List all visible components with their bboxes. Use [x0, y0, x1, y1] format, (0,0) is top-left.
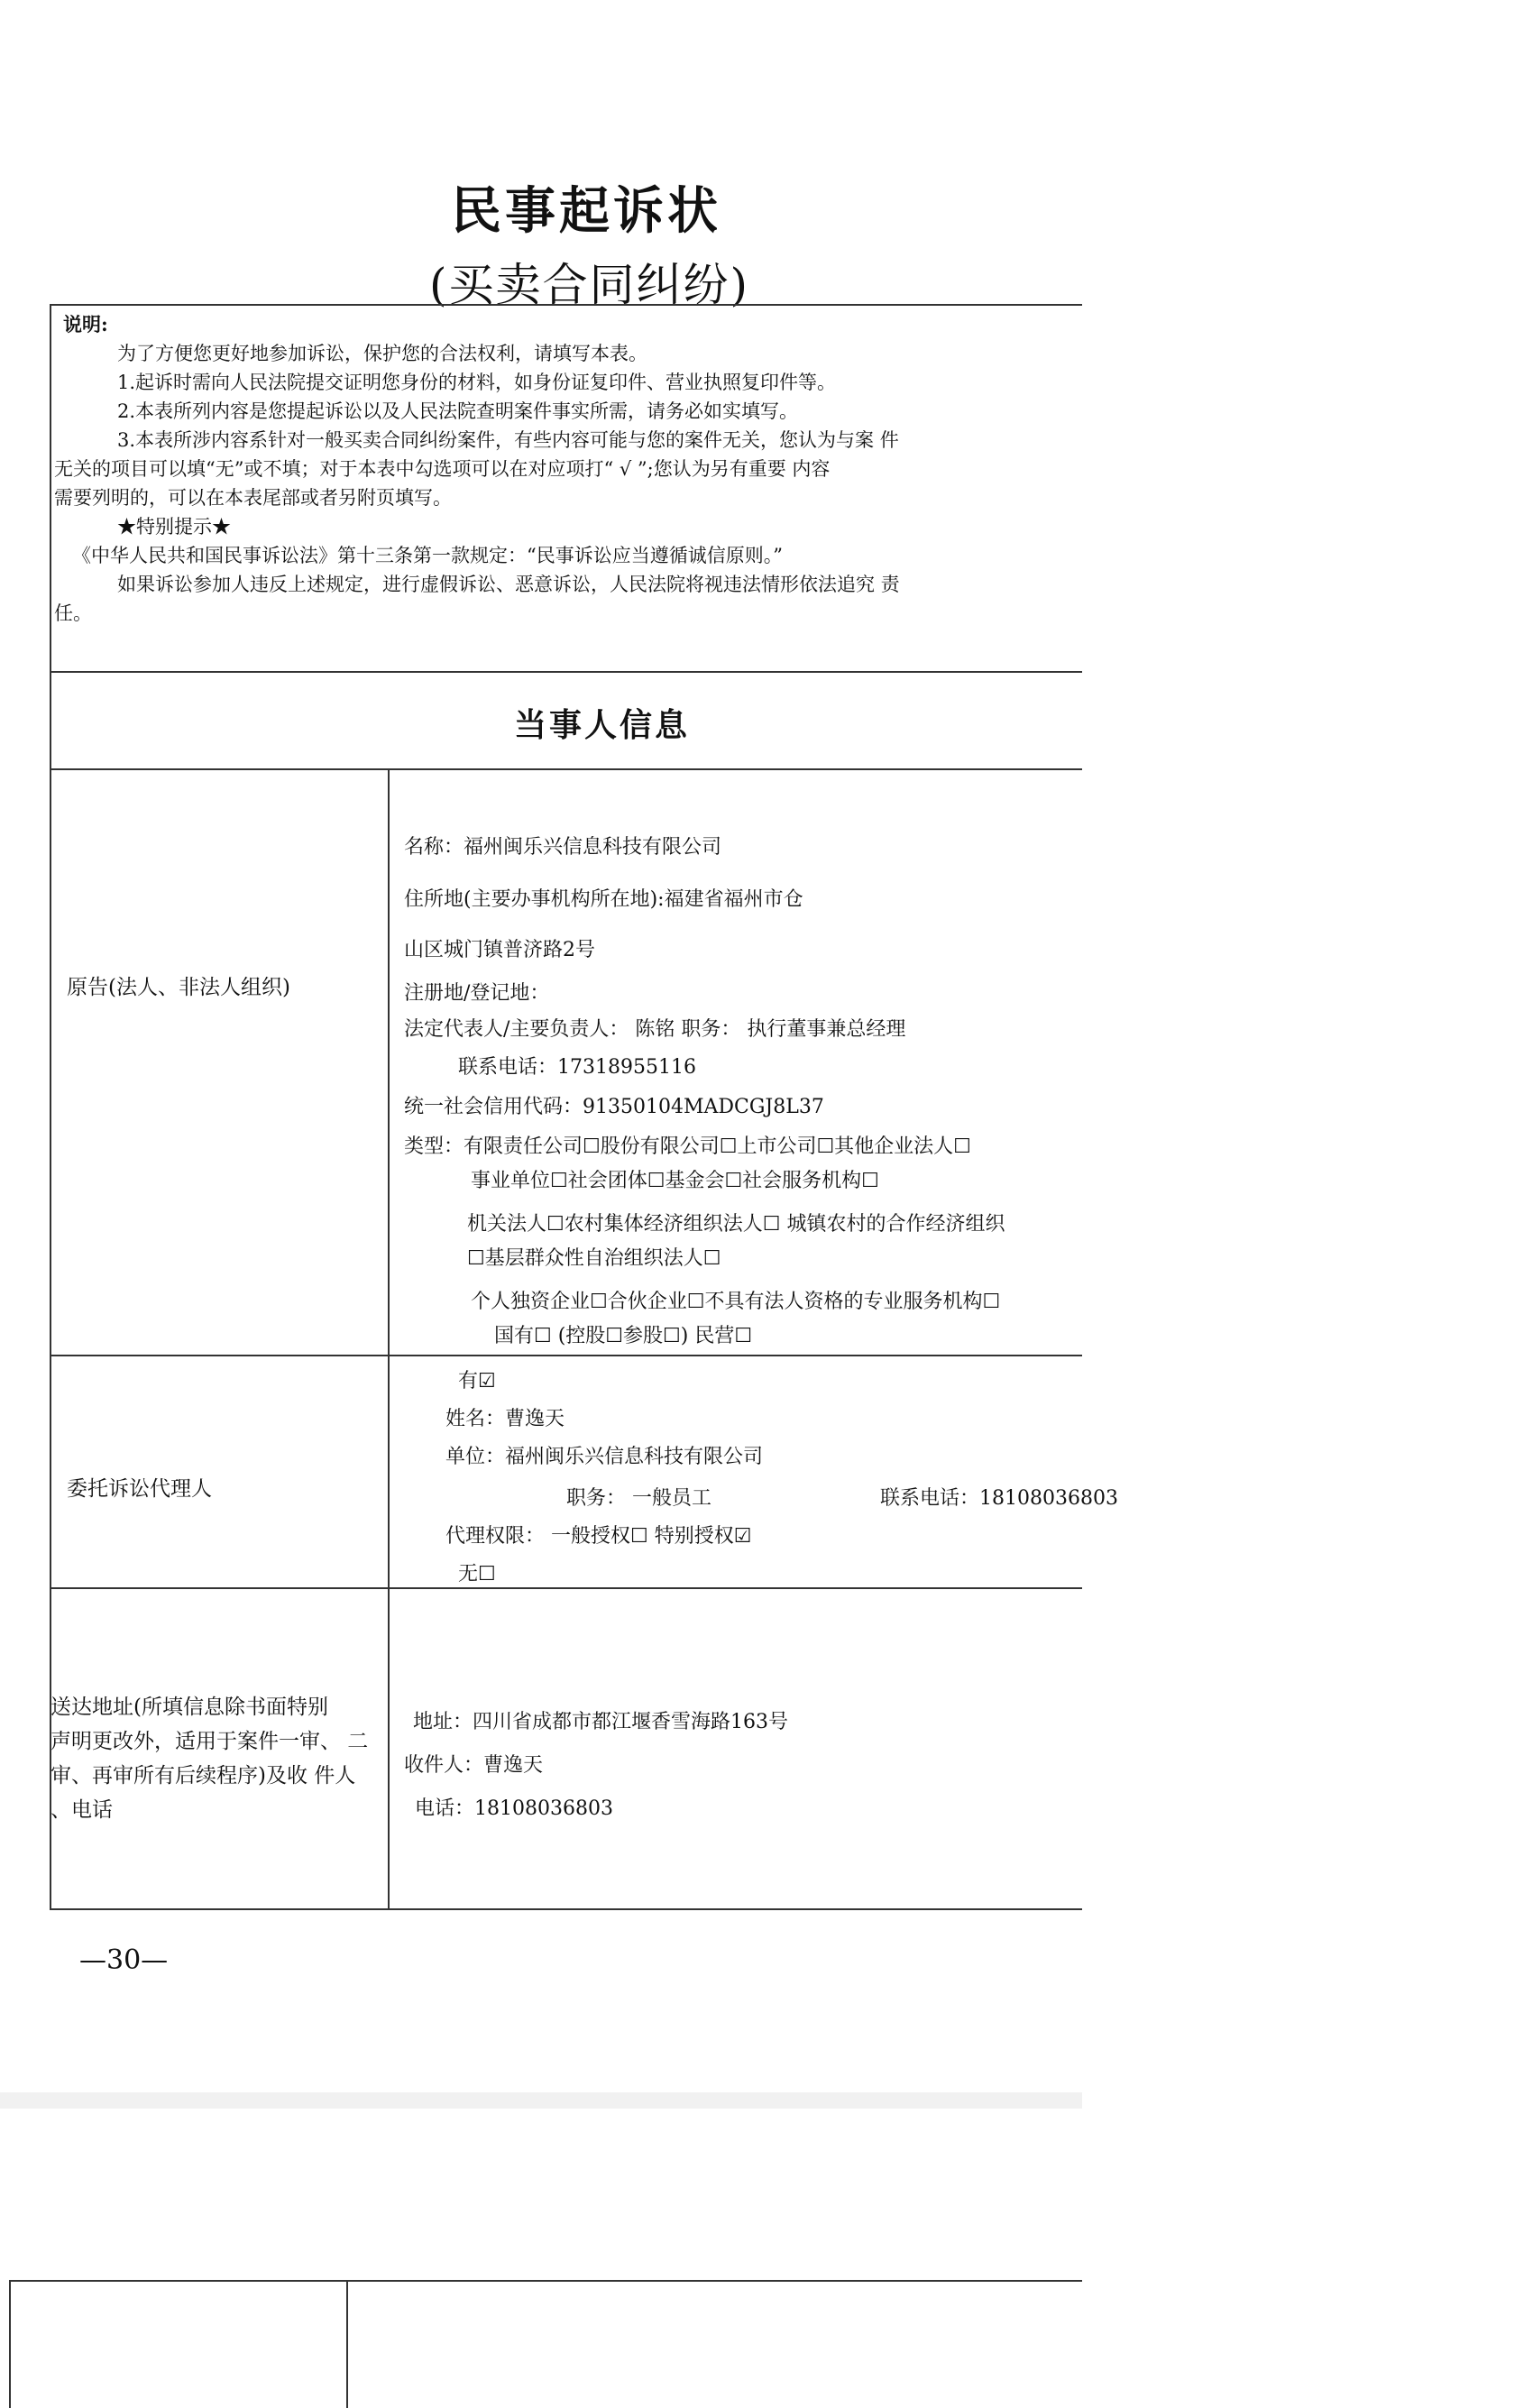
- service-address: 地址：四川省成都市都江堰香雪海路163号: [413, 1711, 788, 1733]
- instruction-line: 《中华人民共和国民事诉讼法》第十三条第一款规定：“民事诉讼应当遵循诚信原则。”: [72, 545, 783, 566]
- plaintiff-type-line: 事业单位☐社会团体☐基金会☐社会服务机构☐: [471, 1170, 879, 1192]
- table-bottom-border: [50, 1908, 1082, 1910]
- plaintiff-address: 住所地(主要办事机构所在地):福建省福州市仓: [404, 888, 803, 911]
- plaintiff-name: 名称：福州闽乐兴信息科技有限公司: [404, 836, 722, 859]
- special-notice-heading: ★特别提示★: [117, 516, 231, 538]
- agent-phone: 联系电话：18108036803: [880, 1487, 1118, 1510]
- plaintiff-label: 原告(法人、非法人组织): [67, 976, 290, 999]
- instruction-line: 无关的项目可以填“无”或不填；对于本表中勾选项可以在对应项打“ √ ”;您认为另有重要 内容: [54, 458, 831, 480]
- table-divider: [50, 768, 1082, 770]
- plaintiff-type-line: 类型：有限责任公司☐股份有限公司☐上市公司☐其他企业法人☐: [404, 1135, 971, 1158]
- service-address-label: 审、再审所有后续程序)及收 件人: [50, 1764, 356, 1788]
- service-phone: 电话：18108036803: [415, 1797, 613, 1820]
- plaintiff-legal-representative: 法定代表人/主要负责人： 陈铭 职务： 执行董事兼总经理: [404, 1018, 906, 1041]
- instruction-line: 为了方便您更好地参加诉讼，保护您的合法权利，请填写本表。: [117, 343, 647, 364]
- table-divider: [50, 1587, 1082, 1589]
- instruction-line: 1.起诉时需向人民法院提交证明您身份的材料，如身份证复印件、营业执照复印件等。: [117, 372, 837, 393]
- plaintiff-registered-place: 注册地/登记地：: [404, 982, 550, 1005]
- agent-unit: 单位：福州闽乐兴信息科技有限公司: [445, 1446, 764, 1468]
- table-top-border: [9, 2280, 1082, 2282]
- agent-position: 职务： 一般员工: [566, 1487, 711, 1510]
- plaintiff-ownership: 国有☐ (控股☐参股☐) 民营☐: [494, 1325, 753, 1347]
- plaintiff-credit-code: 统一社会信用代码：91350104MADCGJ8L37: [404, 1096, 824, 1118]
- service-address-label: 送达地址(所填信息除书面特别: [50, 1696, 328, 1719]
- table-left-border: [50, 304, 51, 1909]
- page-number: —30—: [79, 1944, 169, 1976]
- column-divider: [346, 2280, 348, 2408]
- instruction-line: 任。: [54, 602, 92, 624]
- agent-has: 有☑: [458, 1370, 496, 1392]
- table-divider: [50, 1355, 1082, 1356]
- plaintiff-type-line: 机关法人☐农村集体经济组织法人☐ 城镇农村的合作经济组织: [467, 1213, 1005, 1236]
- service-recipient: 收件人：曹逸天: [404, 1754, 544, 1777]
- instruction-line: 3.本表所涉内容系针对一般买卖合同纠纷案件，有些内容可能与您的案件无关，您认为与案 件: [117, 429, 899, 451]
- column-divider: [388, 768, 390, 1908]
- instruction-line: 2.本表所列内容是您提起诉讼以及人民法院查明案件事实所需，请务必如实填写。: [117, 400, 799, 422]
- agent-label: 委托诉讼代理人: [67, 1477, 212, 1501]
- plaintiff-phone: 联系电话：17318955116: [458, 1056, 696, 1079]
- plaintiff-type-line: ☐基层群众性自治组织法人☐: [467, 1247, 721, 1270]
- table-left-border: [9, 2280, 11, 2408]
- section-title: 当事人信息: [514, 706, 691, 744]
- agent-name: 姓名：曹逸天: [445, 1408, 565, 1430]
- table-top-border: [50, 304, 1082, 306]
- plaintiff-type-line: 个人独资企业☐合伙企业☐不具有法人资格的专业服务机构☐: [471, 1291, 1001, 1313]
- instruction-line: 需要列明的，可以在本表尾部或者另附页填写。: [54, 487, 452, 509]
- page-gap: [0, 2092, 1082, 2109]
- plaintiff-address-cont: 山区城门镇普济路2号: [404, 939, 595, 961]
- document-title: 民事起诉状: [451, 181, 721, 241]
- instructions-block: [54, 310, 1082, 628]
- instruction-line: 如果诉讼参加人违反上述规定，进行虚假诉讼、恶意诉讼，人民法院将视违法情形依法追究 责: [117, 574, 900, 595]
- document-page-2: [0, 2109, 1082, 2408]
- agent-authority: 代理权限： 一般授权☐ 特别授权☑: [445, 1525, 752, 1548]
- table-divider: [50, 671, 1082, 673]
- service-address-label: 、电话: [50, 1798, 113, 1822]
- instructions-heading: 说明:: [63, 313, 108, 335]
- document-subtitle: (买卖合同纠纷): [429, 259, 750, 311]
- agent-none: 无☐: [458, 1563, 496, 1585]
- service-address-label: 声明更改外，适用于案件一审、 二: [50, 1730, 369, 1753]
